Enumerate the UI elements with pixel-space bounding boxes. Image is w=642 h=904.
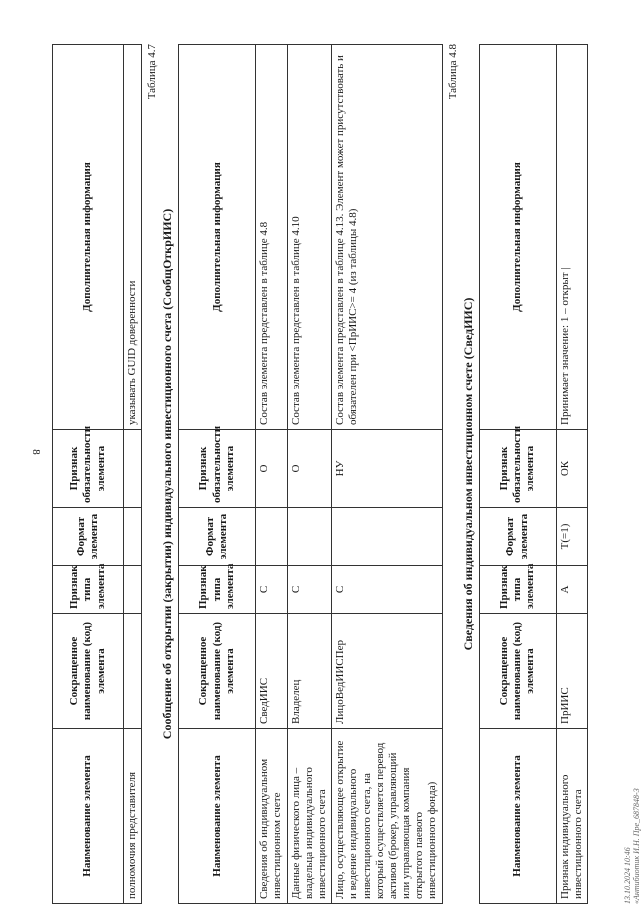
- cell-info: Принимает значение: 1 – открыт |: [556, 45, 587, 430]
- header-element-name: Наименование элемента: [53, 729, 124, 904]
- header-short-code: Сокращенное наименование (код) элемента: [53, 614, 124, 729]
- header-element-name: Наименование элемента: [179, 729, 256, 904]
- cell-code: ПрИИС: [556, 614, 587, 729]
- cell-name: Признак индивидуального инвестиционного счета: [556, 729, 587, 904]
- table-title-4-7: Сообщение об открытии (закрытии) индивидуального инвестиционного счета (СообщОткрИИС): [160, 208, 175, 740]
- header-type: Признак типа элемента: [53, 566, 124, 614]
- cell-name: полномочия представителя: [124, 729, 142, 904]
- header-required: Признак обязательности элемента: [479, 430, 556, 508]
- table-header-row: [479, 45, 556, 904]
- table-row: [287, 45, 332, 904]
- cell-type: С: [287, 566, 332, 614]
- cell-required: ОК: [556, 430, 587, 508]
- cell-format: T(=1): [556, 508, 587, 566]
- cell-code: Владелец: [287, 614, 332, 729]
- cell-required: О: [256, 430, 287, 508]
- cell-type: [124, 566, 142, 614]
- table-header-row: [53, 45, 124, 904]
- header-short-code: Сокращенное наименование (код) элемента: [479, 614, 556, 729]
- cell-info: Состав элемента представлен в таблице 4.8: [256, 45, 287, 430]
- stamp-line-1: 13.10.2024 10:46: [622, 847, 632, 904]
- header-additional-info: Дополнительная информация: [53, 45, 124, 430]
- cell-name: Лицо, осуществляющее открытие и ведение индивидуального инвестиционного счета, на который осуществляется перевод активов (брокер, управляющий или управляющая компания открытого паевого инвестиционного фонда): [332, 729, 443, 904]
- cell-name: Данные физического лица – владельца индивидуального инвестиционного счета: [287, 729, 332, 904]
- cell-format: [124, 508, 142, 566]
- cell-name: Сведения об индивидуальном инвестиционном счете: [256, 729, 287, 904]
- table-title-4-8: Сведения об индивидуальном инвестиционном счете (СведИИС): [460, 297, 475, 651]
- table-row: [124, 45, 142, 904]
- cell-format: [256, 508, 287, 566]
- header-required: Признак обязательности элемента: [179, 430, 256, 508]
- cell-type: А: [556, 566, 587, 614]
- header-required: Признак обязательности элемента: [53, 430, 124, 508]
- header-format: Формат элемента: [179, 508, 256, 566]
- cell-code: СведИИС: [256, 614, 287, 729]
- cell-required: НУ: [332, 430, 443, 508]
- header-additional-info: Дополнительная информация: [479, 45, 556, 430]
- header-type: Признак типа элемента: [179, 566, 256, 614]
- header-additional-info: Дополнительная информация: [179, 45, 256, 430]
- table-row: [256, 45, 287, 904]
- rotated-page-content: [52, 44, 642, 904]
- cell-code: ЛицоВедИИСПер: [332, 614, 443, 729]
- cell-code: [124, 614, 142, 729]
- table-caption-4-7: Таблица 4.7: [146, 44, 159, 100]
- cell-format: [287, 508, 332, 566]
- table-caption-4-8: Таблица 4.8: [446, 44, 459, 100]
- header-format: Формат элемента: [479, 508, 556, 566]
- table-4-8: [479, 44, 588, 904]
- cell-type: С: [256, 566, 287, 614]
- cell-required: О: [287, 430, 332, 508]
- header-element-name: Наименование элемента: [479, 729, 556, 904]
- stamp-line-2: «Антибиотик И.Н. Пре_687848-3: [632, 788, 642, 904]
- table-row: [332, 45, 443, 904]
- cell-type: С: [332, 566, 443, 614]
- cell-info: указывать GUID доверенности: [124, 45, 142, 430]
- cell-info: Состав элемента представлен в таблице 4.10: [287, 45, 332, 430]
- document-stamp: [623, 788, 642, 904]
- page-number: 8: [30, 449, 42, 455]
- cell-required: [124, 430, 142, 508]
- cell-format: [332, 508, 443, 566]
- table-4-7: [178, 44, 442, 904]
- table-header-row: [179, 45, 256, 904]
- header-type: Признак типа элемента: [479, 566, 556, 614]
- table-row: [556, 45, 587, 904]
- header-short-code: Сокращенное наименование (код) элемента: [179, 614, 256, 729]
- table-continuation: [52, 44, 142, 904]
- cell-info: Состав элемента представлен в таблице 4.13. Элемент может присутствовать и обязателен при <ПрИИС>= 4 (из таблицы 4.8): [332, 45, 443, 430]
- header-format: Формат элемента: [53, 508, 124, 566]
